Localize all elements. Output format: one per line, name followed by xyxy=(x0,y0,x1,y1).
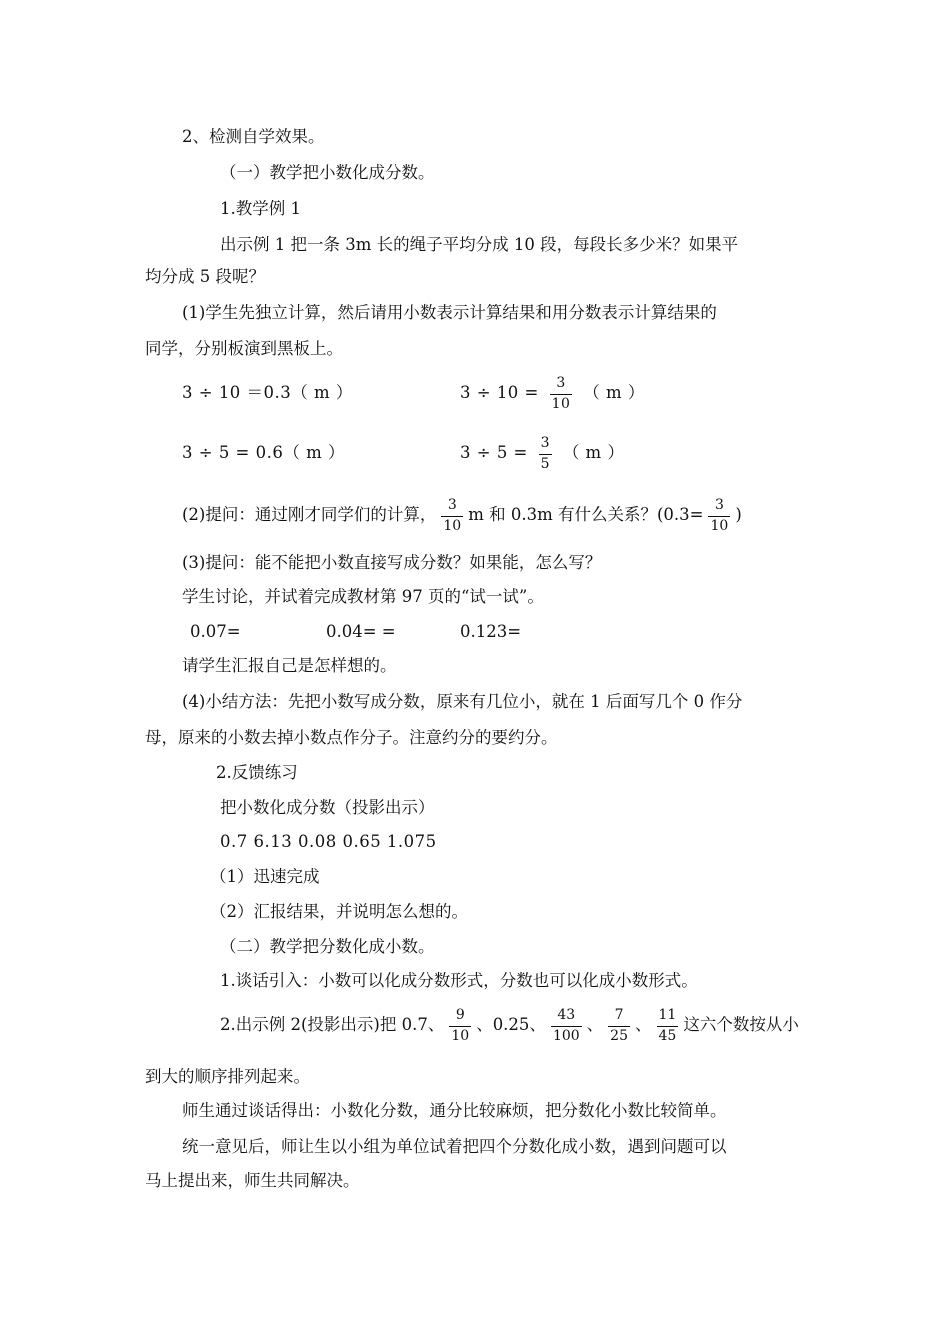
list-item: （1）迅速完成 xyxy=(210,867,320,886)
example-text: 、 xyxy=(586,1015,604,1034)
paragraph-line: (4)小结方法：先把小数写成分数，原来有几位小，就在 1 后面写几个 0 作分 xyxy=(182,692,743,711)
subsection-heading: （一）教学把小数化成分数。 xyxy=(220,163,435,182)
subsection-heading: （二）教学把分数化成小数。 xyxy=(220,937,435,956)
equation-decimal: 3 ÷ 10 ＝0.3（ m ） xyxy=(182,383,353,402)
paragraph-line: 到大的顺序排列起来。 xyxy=(145,1067,310,1086)
paragraph-line: 均分成 5 段呢？ xyxy=(145,267,265,286)
fraction: $\frac{3}{10}$ xyxy=(710,496,729,534)
fraction: $\frac{43}{100}$ xyxy=(552,1006,580,1044)
paragraph-line: 统一意见后，师让生以小组为单位试着把四个分数化成小数，遇到问题可以 xyxy=(182,1137,727,1156)
question-text: ) xyxy=(735,505,742,524)
equation-text: 3 ÷ 10 = xyxy=(460,383,539,402)
equation-unit: （ m ） xyxy=(583,383,645,402)
question-line xyxy=(182,492,742,538)
exercise-item: 0.04= = xyxy=(326,622,396,641)
equation-fraction xyxy=(460,370,645,416)
fraction: $\frac{9}{10}$ xyxy=(451,1006,470,1044)
fraction: $\frac{3}{5}$ xyxy=(540,434,551,472)
paragraph-line: 学生讨论，并试着完成教材第 97 页的“试一试”。 xyxy=(182,587,544,606)
example-line xyxy=(220,1002,799,1048)
paragraph-line: 请学生汇报自己是怎样想的。 xyxy=(182,656,397,675)
subheading: 2.反馈练习 xyxy=(216,763,298,782)
section-heading: 2、检测自学效果。 xyxy=(182,127,325,146)
paragraph-line: 母，原来的小数去掉小数点作分子。注意约分的要约分。 xyxy=(145,728,558,747)
exercise-item: 0.07= xyxy=(190,622,241,641)
paragraph-line: (1)学生先独立计算，然后请用小数表示计算结果和用分数表示计算结果的 xyxy=(182,303,717,322)
equation-fraction xyxy=(460,430,624,476)
decimal-list: 0.7 6.13 0.08 0.65 1.075 xyxy=(220,832,437,851)
paragraph-line: 同学，分别板演到黑板上。 xyxy=(145,339,343,358)
question-text: m 和 0.3m 有什么关系？(0.3= xyxy=(468,505,704,524)
paragraph-line: 出示例 1 把一条 3m 长的绳子平均分成 10 段，每段长多少米？如果平 xyxy=(220,235,739,254)
example-heading: 1.教学例 1 xyxy=(220,199,301,218)
equation-decimal: 3 ÷ 5 = 0.6（ m ） xyxy=(182,443,346,462)
example-text: 这六个数按从小 xyxy=(683,1015,799,1034)
paragraph-line: 1.谈话引入：小数可以化成分数形式，分数也可以化成小数形式。 xyxy=(220,971,698,990)
question-text: (2)提问：通过刚才同学们的计算， xyxy=(182,505,437,524)
fraction: $\frac{3}{10}$ xyxy=(551,374,571,412)
paragraph-line: (3)提问：能不能把小数直接写成分数？如果能，怎么写？ xyxy=(182,553,602,572)
equation-unit: （ m ） xyxy=(562,443,625,462)
fraction: $\frac{3}{10}$ xyxy=(443,496,462,534)
example-text: 、 xyxy=(635,1015,652,1034)
fraction: $\frac{7}{25}$ xyxy=(610,1006,628,1044)
fraction: $\frac{11}{45}$ xyxy=(658,1006,677,1044)
list-item: （2）汇报结果，并说明怎么想的。 xyxy=(210,902,468,921)
example-text: 2.出示例 2(投影出示)把 0.7、 xyxy=(220,1015,445,1034)
exercise-item: 0.123= xyxy=(460,622,522,641)
paragraph-line: 把小数化成分数（投影出示） xyxy=(220,798,435,817)
example-text: 、0.25、 xyxy=(476,1015,546,1034)
equation-text: 3 ÷ 5 = xyxy=(460,443,528,462)
paragraph-line: 马上提出来，师生共同解决。 xyxy=(145,1171,360,1190)
paragraph-line: 师生通过谈话得出：小数化分数，通分比较麻烦，把分数化小数比较简单。 xyxy=(182,1101,727,1120)
